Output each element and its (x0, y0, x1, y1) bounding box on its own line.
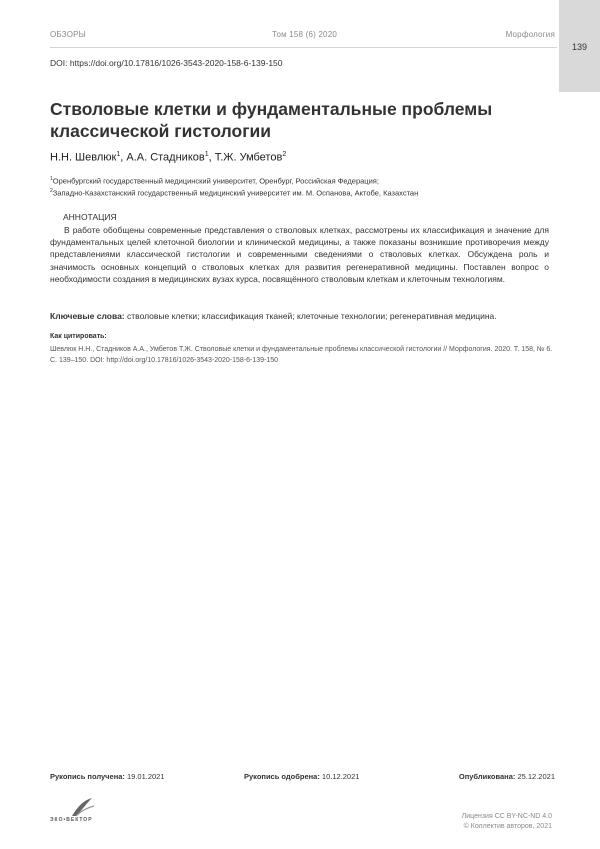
citation-text: Шевлюк Н.Н., Стадников А.А., Умбетов Т.Ж. Стволовые клетки и фундаментальные проблемы классической гистологии // Морфология. 2020. Т. 158, № 6. С. 139–150. DOI: http://doi.org/10.17816/1026-3543-2020-158-6-139-150 (50, 346, 553, 364)
author-list (50, 151, 286, 164)
affiliation-text: Западно-Казахстанский государственный медицинский университет им. М. Оспанова, Актобе, Казахстан (52, 188, 419, 198)
affiliation-mark: 2 (50, 188, 53, 194)
keywords (50, 311, 549, 321)
license-block (462, 812, 552, 832)
date-approved (244, 772, 359, 781)
keywords-text: стволовые клетки; классификация тканей; клеточные технологии; регенеративная медицина. (124, 311, 497, 321)
date-approved-value: 10.12.2021 (319, 772, 360, 781)
author-affiliation-mark: 1 (204, 151, 209, 158)
affiliation-text: Оренбургский государственный медицинский университет, Оренбург, Российская Федерация; (52, 176, 379, 186)
page-number: 139 (571, 42, 588, 52)
date-received-value: 19.01.2021 (124, 772, 165, 781)
running-head-journal: Морфология (505, 30, 555, 39)
abstract-text: В работе обобщены современные представления о стволовых клетках, рассмотрены их классификация и значение для фундаментальных целей клеточной биологии и клинической медицины, а также показаны возникшие противоречия между представлениями классической гистологии и современными сведениями о стволовых клетках. Обсуждена роль и значимость основных концепций о стволовых клетках для развития регенеративной медицины. Поставлен вопрос о необходимости создания в медицинских вузах курса, посвящённого стволовым клеткам и клеточным технологиям. (50, 225, 549, 284)
copyright-line: © Коллектив авторов, 2021 (463, 823, 552, 830)
running-head (50, 30, 555, 44)
doi-line[interactable]: DOI: https://doi.org/10.17816/1026-3543-2020-158-6-139-150 (50, 58, 283, 68)
author-name: Т.Ж. Умбетов (214, 151, 283, 164)
date-published-value: 25.12.2021 (515, 772, 555, 781)
publisher-logo-text: ЭКО•ВЕКТОР (50, 817, 93, 823)
abstract-heading: АННОТАЦИЯ (63, 212, 117, 222)
date-published-label: Опубликована: (458, 772, 516, 781)
author-separator: , (120, 151, 127, 164)
article-title: Стволовые клетки и фундаментальные проблемы классической гистологии (50, 99, 493, 141)
author-name: А.А. Стадников (126, 151, 205, 164)
license-line[interactable]: Лицензия CC BY-NC-ND 4.0 (461, 813, 552, 820)
running-head-issue: Том 158 (6) 2020 (272, 30, 338, 39)
author-affiliation-mark: 1 (116, 151, 121, 158)
affiliation-mark: 1 (50, 176, 53, 182)
date-published (459, 772, 555, 781)
date-received-label: Рукопись получена: (50, 772, 125, 781)
running-head-section: ОБЗОРЫ (50, 30, 86, 39)
manuscript-dates (50, 772, 555, 784)
keywords-label: Ключевые слова: (50, 311, 125, 321)
affiliation (50, 176, 379, 186)
header-divider (50, 47, 557, 48)
date-approved-label: Рукопись одобрена: (244, 772, 320, 781)
author-affiliation-mark: 2 (282, 151, 287, 158)
date-received (50, 772, 165, 781)
citation-heading: Как цитировать: (50, 333, 107, 340)
page-number-tab (559, 0, 600, 92)
author-name: Н.Н. Шевлюк (50, 151, 117, 164)
affiliation (50, 188, 418, 198)
author-separator: , (208, 151, 215, 164)
